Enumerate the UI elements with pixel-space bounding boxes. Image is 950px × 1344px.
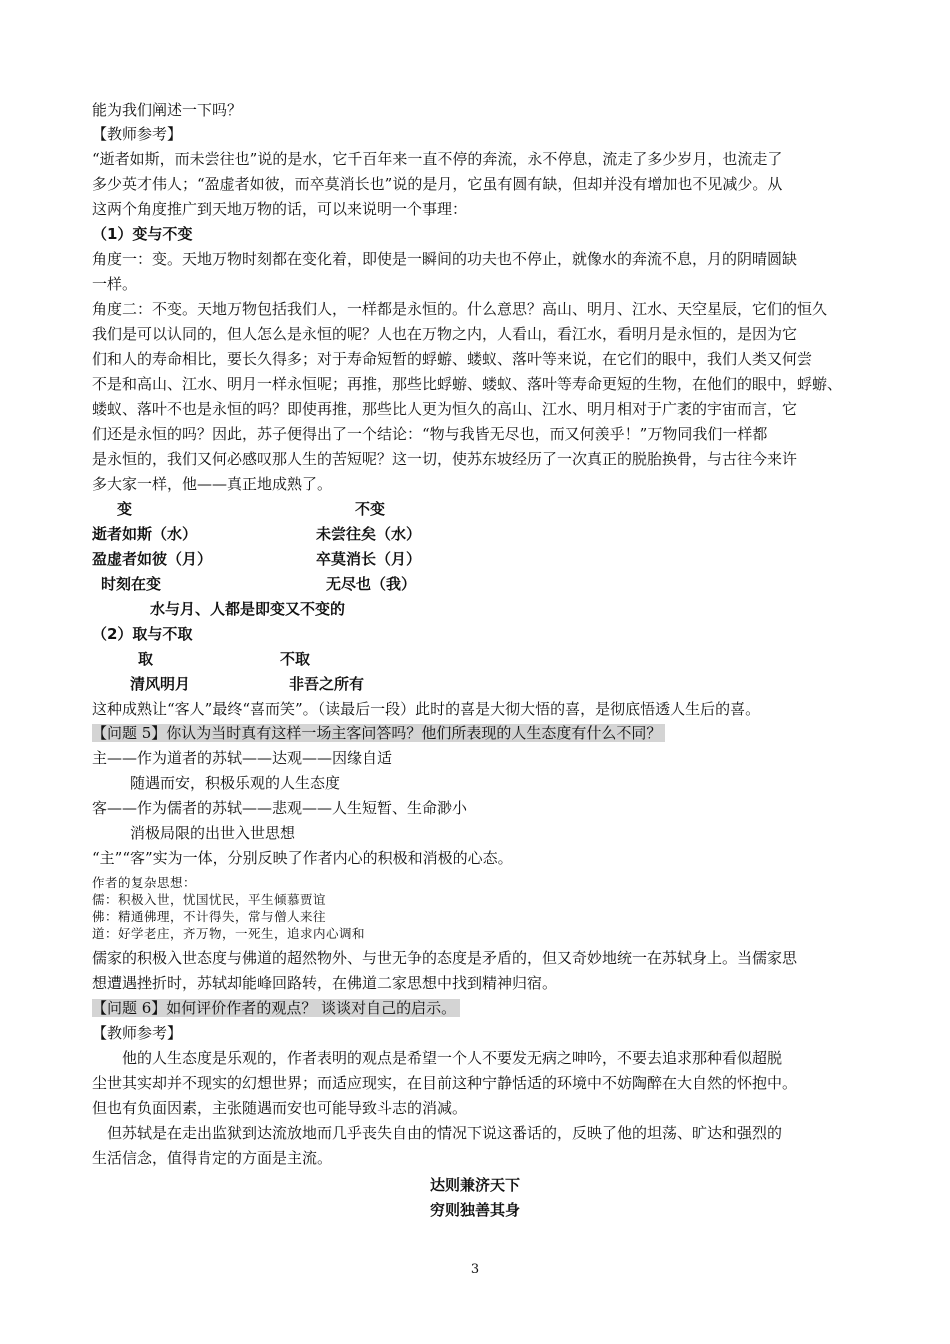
table1-cell: 卒莫消长（月）: [316, 550, 422, 568]
table2-cell: 非吾之所有: [289, 675, 365, 693]
text-line: 尘世其实却并不现实的幻想世界；而适应现实，在目前这种宁静恬适的环境中不妨陶醉在大自然的怀抱中。: [92, 1074, 798, 1092]
table1-cell: 逝者如斯（水）: [92, 525, 198, 543]
table1-head-left: 变: [117, 500, 133, 518]
text-line: 随遇而安，积极乐观的人生态度: [130, 774, 341, 792]
text-line: 但也有负面因素，主张随遇而安也可能导致斗志的消减。: [92, 1099, 468, 1117]
text-line: 多少英才伟人；“盈虚者如彼，而卒莫消长也”说的是月，它虽有圆有缺，但却并没有增加也不见减少。从: [92, 175, 783, 193]
text-line: 们和人的寿命相比，要长久得多；对于寿命短暂的蜉蝣、蝼蚁、落叶等来说，在它们的眼中，我们人类又何尝: [92, 350, 813, 368]
question-5-heading: [92, 721, 665, 745]
thought-line: 作者的复杂思想：: [92, 875, 197, 890]
question-5-highlight: 【问题 5】你认为当时真有这样一场主客问答吗？他们所表现的人生态度有什么不同？: [92, 724, 665, 742]
text-line: 客——作为儒者的苏轼——悲观——人生短暂、生命渺小: [92, 799, 468, 817]
section-heading: （1）变与不变: [92, 225, 193, 243]
table2-cell: 清风明月: [130, 675, 191, 693]
thought-line: 道：好学老庄，齐万物，一死生，追求内心调和: [92, 926, 366, 941]
text-line: 多大家一样，他——真正地成熟了。: [92, 475, 333, 493]
table1-summary: 水与月、人都是即变又不变的: [150, 600, 346, 618]
text-line: 不是和高山、江水、明月一样永恒呢；再推，那些比蜉蝣、蝼蚁、落叶等寿命更短的生物，在他们的眼中，蜉蝣、: [92, 375, 843, 393]
text-line: 们还是永恒的吗？因此，苏子便得出了一个结论：“物与我皆无尽也，而又何羡乎！”万物同我们一样都: [92, 425, 768, 443]
text-line: 我们是可以认同的，但人怎么是永恒的呢？人也在万物之内，人看山，看江水，看明月是永恒的，是因为它: [92, 325, 798, 343]
text-line: 生活信念，值得肯定的方面是主流。: [92, 1149, 333, 1167]
table2-head-left: 取: [138, 650, 154, 668]
table1-head-right: 不变: [355, 500, 386, 518]
table1-cell: 盈虚者如彼（月）: [92, 550, 213, 568]
teacher-reference-label: 【教师参考】: [92, 125, 183, 143]
table2-head-right: 不取: [280, 650, 311, 668]
motto-line: 穷则独善其身: [429, 1201, 520, 1219]
text-line: 儒家的积极入世态度与佛道的超然物外、与世无争的态度是矛盾的，但又奇妙地统一在苏轼身上。当儒家思: [92, 949, 798, 967]
text-line: 角度二：不变。天地万物包括我们人，一样都是永恒的。什么意思？高山、明月、江水、天空星辰，它们的恒久: [92, 300, 828, 318]
text-line: “逝者如斯，而未尝往也”说的是水，它千百年来一直不停的奔流，永不停息，流走了多少岁月，也流走了: [92, 150, 783, 168]
text-line: 主——作为道者的苏轼——达观——因缘自适: [92, 749, 393, 767]
text-line: 这种成熟让“客人”最终“喜而笑”。（读最后一段）此时的喜是大彻大悟的喜，是彻底悟透人生后的喜。: [92, 700, 761, 718]
text-line: 消极局限的出世入世思想: [130, 824, 296, 842]
thought-line: 佛：精通佛理，不计得失，常与僧人来往: [92, 909, 327, 924]
thought-line: 儒：积极入世，忧国忧民，平生倾慕贾谊: [92, 892, 327, 907]
text-line: 他的人生态度是乐观的，作者表明的观点是希望一个人不要发无病之呻吟，不要去追求那种看似超脱: [122, 1049, 783, 1067]
text-line: 能为我们阐述一下吗？: [92, 101, 243, 119]
question-6-highlight: 【问题 6】如何评价作者的观点？ 谈谈对自己的启示。: [92, 999, 460, 1017]
text-line: 想遭遇挫折时，苏轼却能峰回路转，在佛道二家思想中找到精神归宿。: [92, 974, 558, 992]
question-6-heading: [92, 996, 460, 1020]
teacher-reference-label: 【教师参考】: [92, 1024, 183, 1042]
table1-cell: 未尝往矣（水）: [316, 525, 422, 543]
motto-line: 达则兼济天下: [429, 1176, 520, 1194]
page-number: 3: [470, 1262, 480, 1277]
text-line: 但苏轼是在走出监狱到达流放地而几乎丧失自由的情况下说这番话的，反映了他的坦荡、旷达和强烈的: [107, 1124, 783, 1142]
text-line: 是永恒的，我们又何必感叹那人生的苦短呢？这一切，使苏东坡经历了一次真正的脱胎换骨，与古往今来许: [92, 450, 798, 468]
text-line: “主”“客”实为一体，分别反映了作者内心的积极和消极的心态。: [92, 849, 513, 867]
table1-cell: 时刻在变: [101, 575, 162, 593]
text-line: 蝼蚁、落叶不也是永恒的吗？即使再推，那些比人更为恒久的高山、江水、明月相对于广袤的宇宙而言，它: [92, 400, 798, 418]
text-line: 这两个角度推广到天地万物的话，可以来说明一个事理：: [92, 200, 468, 218]
table1-cell: 无尽也（我）: [326, 575, 417, 593]
section-heading: （2）取与不取: [92, 625, 193, 643]
text-line: 一样。: [92, 275, 138, 293]
text-line: 角度一：变。天地万物时刻都在变化着，即使是一瞬间的功夫也不停止，就像水的奔流不息，月的阴晴圆缺: [92, 250, 798, 268]
